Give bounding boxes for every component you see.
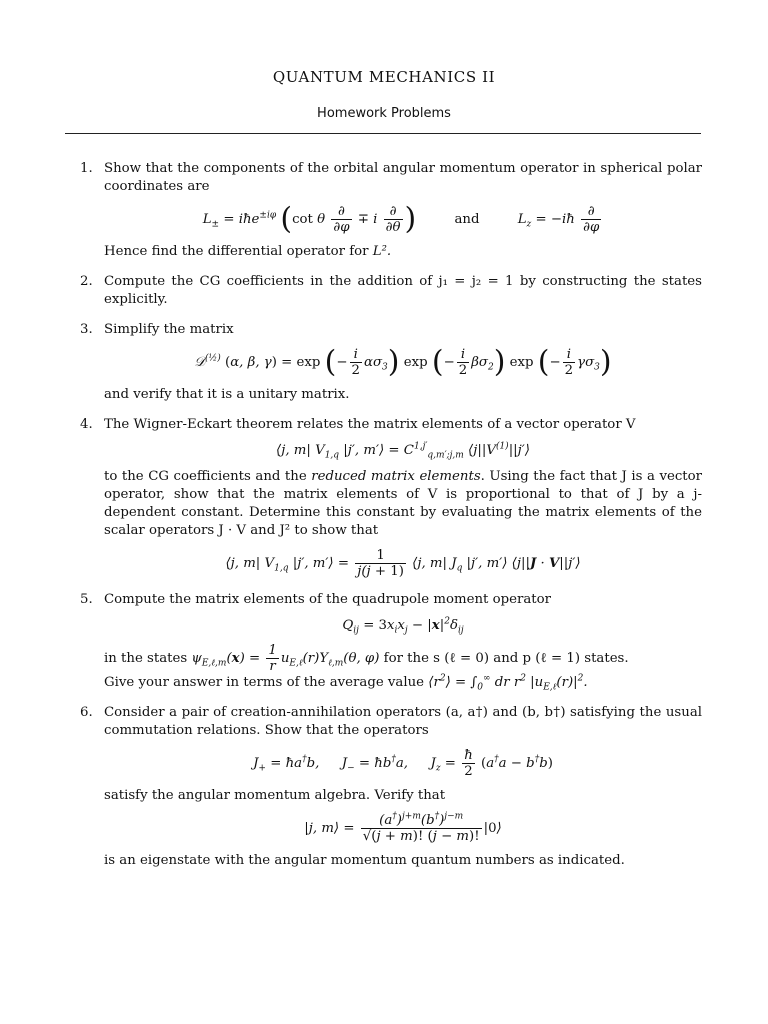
quadrupole-equation: $Q_{ij} = 3x_ix_j - |x|^2\delta_{ij}$ bbox=[342, 616, 464, 636]
and-label: and bbox=[454, 212, 480, 227]
problem-number: 6. bbox=[80, 705, 93, 720]
problem-line-a: for the s (ℓ = 0) and p (ℓ = 1) states. bbox=[383, 651, 629, 666]
projection-theorem-equation: ⟨j, m| $V_{1,q}$ |j′, m′⟩ = $\frac{1}{j(j + 1)}$ ⟨j, m| $J_q$ |j′, m′⟩ ⟨j||J · V||j′⟩ bbox=[225, 548, 581, 579]
problem-text: The Wigner-Eckart theorem relates the matrix elements of a vector operator V bbox=[104, 417, 636, 432]
problem-text: Compute the CG coefficients in the addition of j₁ = j₂ = 1 by constructing the states explicitly. bbox=[104, 274, 702, 307]
problem-1 bbox=[80, 160, 702, 261]
problem-number: 1. bbox=[80, 161, 93, 176]
problem-mid-b: . Using the fact that J is a vector operator, show that the matrix elements of V is proportional to that of J by a j-dependent constant. Determine this constant by evaluating the matrix elements of the scalar operators J · V and J² to show that bbox=[104, 469, 702, 538]
problem-4 bbox=[80, 416, 702, 579]
problem-text: Compute the matrix elements of the quadrupole moment operator bbox=[104, 592, 552, 607]
reduced-matrix-elements: reduced matrix elements bbox=[311, 469, 481, 484]
problem-3 bbox=[80, 321, 702, 404]
problem-line-b: Give your answer in terms of the average value bbox=[104, 675, 425, 690]
problem-text: Consider a pair of creation-annihilation operators (a, a†) and (b, b†) satisfying the usual commutation relations. Show that the operators bbox=[104, 705, 702, 738]
problem-after: and verify that it is a unitary matrix. bbox=[104, 387, 350, 402]
problem-2 bbox=[80, 273, 702, 309]
problem-mid: satisfy the angular momentum algebra. Verify that bbox=[104, 788, 446, 803]
problem-after: Hence find the differential operator for bbox=[104, 244, 369, 259]
header-rule bbox=[65, 133, 701, 134]
page-subtitle: Homework Problems bbox=[317, 106, 451, 121]
page-title: QUANTUM MECHANICS II bbox=[272, 68, 496, 86]
problem-number: 5. bbox=[80, 592, 93, 607]
problem-number: 4. bbox=[80, 417, 93, 432]
problem-number: 3. bbox=[80, 322, 93, 337]
problem-text: Simplify the matrix bbox=[104, 322, 234, 337]
problem-list bbox=[80, 160, 702, 882]
problem-number: 2. bbox=[80, 274, 93, 289]
angular-momentum-equation: $L_\pm$ = iħe$^{\pm i\varphi}$ (cot θ $\frac{\partial}{\partial\varphi}$ ∓ i $\frac{\partial}{\partial\theta}$ ) and $L_z$ = −iħ $\frac{\partial}{\partial\varphi}$ bbox=[202, 201, 600, 237]
problem-text: Show that the components of the orbital angular momentum operator in spherical polar coordinates are bbox=[104, 161, 702, 194]
wigner-eckart-equation: ⟨j, m| $V_{1,q}$ |j′, m′⟩ = $C^{1,j'}_{q,m';j,m}$ $⟨j||V^{(1)}||j'⟩$ bbox=[276, 441, 530, 461]
problem-6 bbox=[80, 704, 702, 870]
eigenstate-equation: |j, m⟩ = $\frac{(a^\dagger)^{j+m}(b^\dagger)^{j-m}}{√(j + m)! (j - m)!}$ |0⟩ bbox=[304, 811, 502, 844]
problem-mid-a: to the CG coefficients and the bbox=[104, 469, 307, 484]
rotation-matrix-equation: 𝒟$^{(\frac{1}{2})}$ (α, β, γ) = exp (− $\frac{i}{2}$ $\alpha\sigma_3$) exp (− $\frac{i}{2}$ $\beta\sigma_2$) exp (− $\frac{i}{2}$ $\gamma\sigma_3$) bbox=[194, 344, 612, 380]
l-squared: L². bbox=[372, 244, 392, 259]
schwinger-operators-equation: $J_+$ = ħa†b, $J_-$ = ħb†a, $J_z$ = $\frac{ħ}{2}$ (a†a − b†b) bbox=[253, 748, 553, 779]
problem-5: 5. Compute the matrix elements of the quadrupole moment operator $Q_{ij} = 3x_ix_j - |x|^2\delta_{ij}$ in the states $\psi_{E,\ell,m}(x)$ = $\frac{1}{r}$ $u_{E,\ell}(r)Y_{\ell,m}(\theta$, φ) for the s (ℓ = 0) and p (ℓ = 1) states. Give your answer in terms of the average value $⟨r^2⟩ = \int_0^\infty$ dr $r^2$ $|u_{E,\ell}(r)|^2$. bbox=[80, 591, 702, 692]
problem-after: is an eigenstate with the angular momentum quantum numbers as indicated. bbox=[104, 853, 625, 868]
